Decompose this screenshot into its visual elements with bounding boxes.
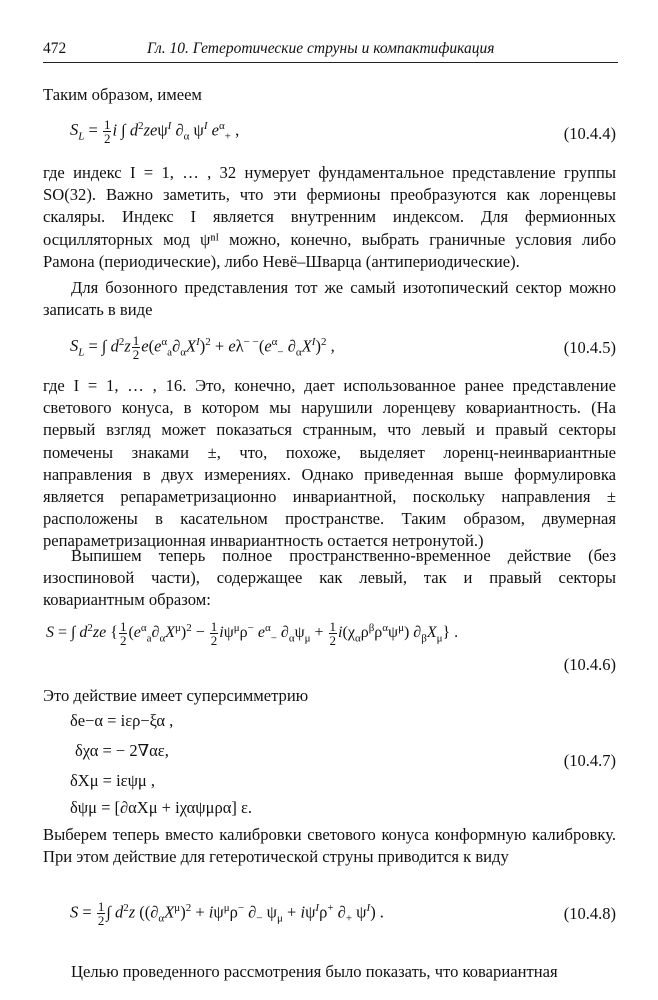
page-header	[43, 40, 618, 62]
equation-number-10-4-5: (10.4.5)	[563, 338, 616, 357]
paragraph-conclusion: Целью проведенного рассмотрения было показать, что ковариантная	[71, 962, 558, 981]
running-head: Гл. 10. Гетеротические струны и компактификация	[147, 40, 495, 57]
equation-10-4-7-line-1: δe−α = iερ−ξα ,	[70, 711, 174, 730]
equation-10-4-5: $S_L$ = ∫ $d^2z$ $\frac{1}{2}$ $e(e^\alpha_a\partial_\alpha X^I)^2 + e\lambda^{- -}(e^\alpha_-$ $\partial_\alpha X^I)^2$ ,	[70, 333, 335, 362]
equation-number-10-4-8: (10.4.8)	[563, 904, 616, 923]
paragraph-index-description: где индекс I = 1, … , 32 нумерует фундаментальное представление группы SO(32). Важно заметить, что эти фермионы преобразуются как лоренцевы скаляры. Индекс I является внутренним индексом. Для фермионных осцилляторных мод ψⁿᴵ можно, конечно, выбрать граничные условия либо Рамона (периодические), либо Невё–Шварца (антипериодические).	[43, 163, 616, 271]
equation-10-4-6: S = ∫ $d^2ze$ { $\frac{1}{2}$ $(e^\alpha_a\partial_\alpha X^\mu)^2$ − $\frac{1}{2}$ $i\psi^\mu\rho^-$ $e^\alpha_-$ $\partial_\alpha\psi_\mu$ + $\frac{1}{2}$ $i(\chi_\alpha\rho^\beta\rho^\alpha\psi^\mu)$ $\partial_\beta X_\mu$} .	[46, 619, 459, 648]
paragraph-intro: Таким образом, имеем	[43, 85, 202, 104]
equation-number-10-4-4: (10.4.4)	[563, 124, 616, 143]
paragraph-supersymmetry: Это действие имеет суперсимметрию	[43, 686, 309, 705]
equation-10-4-8: S = $\frac{1}{2}$ ∫ $d^2z$ ($(\partial_\alpha X^\mu)^2 + i\psi^\mu\rho^-$ $\partial_-$ $\psi_\mu + i\psi^I\rho^+$ $\partial_+$ $\psi^I$) .	[70, 899, 384, 928]
paragraph-conformal-gauge: Выберем теперь вместо калибровки светового конуса конформную калибровку. При этом действие для гетеротической струны приводится к виду	[43, 825, 616, 867]
equation-10-4-7-line-4: δψμ = [∂αXμ + iχαψμρα] ε.	[70, 798, 253, 817]
equation-10-4-7-line-3: δXμ = iεψμ ,	[70, 771, 156, 790]
equation-number-10-4-6: (10.4.6)	[563, 655, 616, 674]
paragraph-bosonic: Для бозонного представления тот же самый изотопический сектор можно записать в виде	[43, 278, 616, 320]
paragraph-light-cone: где I = 1, … , 16. Это, конечно, дает использованное ранее представление светового конуса, в котором мы нарушили лоренцеву ковариантность. (На первый взгляд может показаться странным, что левый и правый секторы помечены знаками ±, что, похоже, выделяет лоренц-неинвариантные направления в двух измерениях. Однако приведенная выше формулировка является репараметризационно инвариантной, поскольку направления ± расположены в касательном пространстве. Таким образом, двумерная репараметризационная инвариантность остается нетронутой.)	[43, 376, 616, 551]
equation-10-4-4: $S_L$ = $\frac{1}{2}$ i ∫ $d^2ze\psi^I$ $\partial_\alpha$ $\psi^I$ $e^\alpha_+$ ,	[70, 117, 240, 146]
page-number: 472	[43, 40, 67, 57]
equation-number-10-4-7: (10.4.7)	[563, 751, 616, 770]
equation-10-4-7-line-2: δχα = − 2∇αε,	[75, 741, 169, 760]
header-rule	[43, 62, 618, 63]
paragraph-full-action: Выпишем теперь полное пространственно-временное действие (без изоспиновой части), содержащее как левый, так и правый секторы ковариантным образом:	[43, 546, 616, 610]
